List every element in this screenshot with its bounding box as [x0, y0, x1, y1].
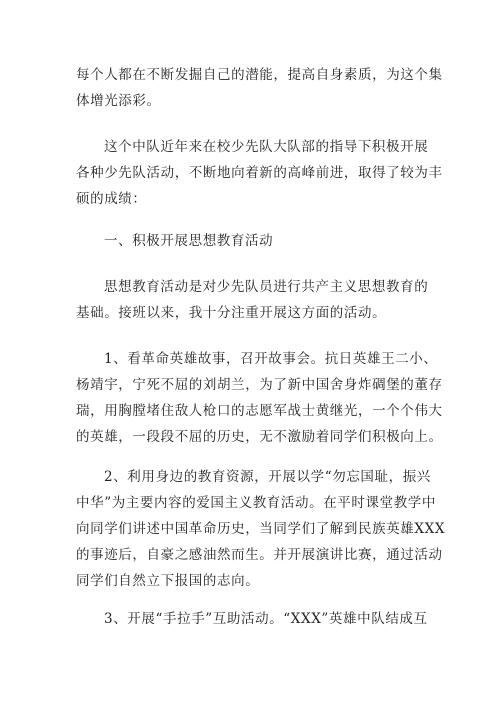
- text-line: 杨靖宇，宁死不屈的刘胡兰，为了新中国舍身炸碉堡的董存: [76, 377, 443, 393]
- text-line: 硕的成绩：: [76, 191, 147, 207]
- paragraph-education-basis: [76, 274, 434, 326]
- text-line: 1、看革命英雄故事，召开故事会。抗日英雄王二小、: [104, 351, 438, 367]
- paragraph-hand-in-hand-activity: [76, 606, 434, 632]
- text-line: 3、开展“手拉手”互助活动。“XXX”英雄中队结成互: [104, 611, 428, 627]
- text-line: 基础。接班以来，我十分注重开展这方面的活动。: [76, 305, 387, 321]
- text-line: 思想教育活动是对少先队员进行共产主义思想教育的: [104, 279, 429, 295]
- text-line: 的事迹后，自豪之感油然而生。并开展演讲比赛，通过活动: [76, 547, 443, 563]
- text-line: 这个中队近年来在校少先队大队部的指导下积极开展: [104, 139, 429, 155]
- text-line: 的英雄，一段段不屈的历史，无不激励着同学们积极向上。: [76, 429, 443, 445]
- text-line: 向同学们讲述中国革命历史，当同学们了解到民族英雄XXX: [76, 521, 446, 537]
- text-line: 各种少先队活动，不断地向着新的高峰前进，取得了较为丰: [76, 165, 443, 181]
- paragraph-hero-stories: [76, 346, 443, 450]
- text-line: 体增光添彩。: [76, 93, 161, 109]
- text-line: 中华”为主要内容的爱国主义教育活动。在平时课堂教学中: [76, 495, 437, 511]
- text-line: 2、利用身边的教育资源，开展以学“勿忘国耻，振兴: [104, 469, 431, 485]
- text-line: 一、积极开展思想教育活动: [104, 233, 274, 249]
- text-line: 同学们自然立下报国的志向。: [76, 573, 260, 589]
- paragraph-patriotic-education: [76, 464, 446, 594]
- paragraph-squad-achievements: [76, 134, 443, 212]
- paragraph-collective-contribution: [76, 62, 443, 114]
- text-line: 每个人都在不断发掘自己的潜能，提高自身素质，为这个集: [76, 67, 443, 83]
- section-heading-ideological-education: [76, 228, 434, 254]
- text-line: 瑞，用胸膛堵住敌人枪口的志愿军战士黄继光，一个个伟大: [76, 403, 443, 419]
